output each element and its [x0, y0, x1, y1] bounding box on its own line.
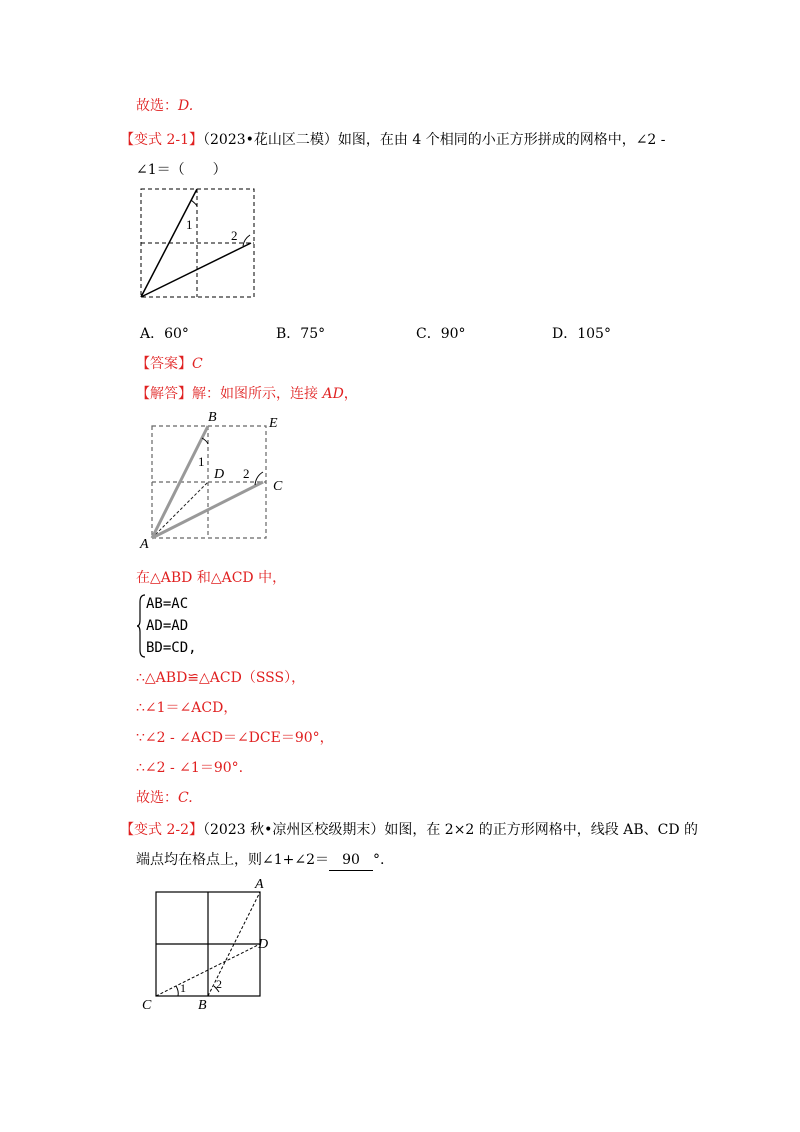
proof-step-1: ∴△ABD≌△ACD（SSS）， — [136, 670, 306, 686]
choice-value: C. — [178, 790, 193, 806]
angle-2-label: 2 — [231, 228, 238, 243]
choice-prefix: 故选： — [136, 790, 178, 806]
choice-prefix: 故选： — [136, 98, 178, 114]
equation-3: BD=CD, — [146, 640, 197, 656]
option-c: C．90° — [416, 326, 466, 342]
point-a-label: A — [140, 537, 149, 552]
variant-2-2-stem-line1 — [120, 820, 698, 840]
point-d-label: D — [214, 467, 225, 482]
angle-1-label: 1 — [186, 217, 193, 232]
grid-figure-3 — [136, 872, 286, 1012]
variant-2-1-stem-line1 — [120, 130, 666, 150]
angle-2-label: 2 — [243, 466, 250, 481]
equation-2: AD=AD — [146, 618, 189, 634]
grid-figure-1 — [130, 184, 270, 306]
answer-line — [136, 354, 203, 374]
proof-step-4: ∴∠2 - ∠1＝90°. — [136, 760, 244, 776]
point-a-label: A — [255, 877, 264, 892]
angle-2-label: 2 — [216, 977, 222, 991]
variant-2-1-stem-text: （2023•花山区二模）如图，在由 4 个相同的小正方形拼成的网格中，∠2 - — [203, 132, 666, 148]
answer-value: C — [192, 356, 203, 372]
solution-line — [136, 384, 358, 404]
solution-text: 解：如图所示，连接 — [192, 386, 323, 402]
variant-2-2-stem-line2 — [136, 850, 384, 871]
left-brace-icon — [136, 594, 146, 658]
variant-2-2-stem-text: （2023 秋•凉州区校级期末）如图，在 2×2 的正方形网格中，线段 AB、CD 的 — [203, 822, 699, 838]
point-b-label: B — [198, 998, 207, 1012]
solution-end: ， — [343, 386, 358, 402]
option-a: A．60° — [140, 326, 189, 342]
answer-tag: 【答案】 — [136, 356, 192, 372]
proof-step-2: ∴∠1＝∠ACD， — [136, 700, 238, 716]
segment-2 — [141, 243, 251, 297]
point-c-label: C — [142, 998, 152, 1012]
solution-ad: AD — [322, 386, 344, 402]
option-d: D．105° — [552, 326, 611, 342]
final-choice — [136, 788, 193, 808]
angle-1-label: 1 — [198, 454, 205, 469]
stem-pre: 端点均在格点上，则∠1+∠2＝ — [136, 852, 330, 868]
point-c-label: C — [273, 479, 283, 494]
point-b-label: B — [208, 410, 217, 425]
variant-2-1-stem-line2: ∠1＝（ ） — [136, 162, 227, 178]
variant-2-2-tag: 【变式 2-2】 — [120, 822, 203, 838]
variant-2-1-tag: 【变式 2-1】 — [120, 132, 203, 148]
point-e-label: E — [269, 416, 278, 431]
grid-figure-2 — [130, 406, 300, 552]
option-b: B．75° — [276, 326, 326, 342]
equation-1: AB=AC — [146, 596, 189, 612]
stem-post: °. — [373, 852, 385, 868]
proof-in-line: 在△ABD 和△ACD 中， — [136, 570, 287, 586]
fill-in-answer: 90 — [329, 850, 373, 871]
proof-step-3: ∵∠2 - ∠ACD＝∠DCE＝90°， — [136, 730, 334, 746]
solution-tag: 【解答】 — [136, 386, 192, 402]
point-d-label: D — [258, 937, 269, 952]
angle-1-label: 1 — [180, 981, 186, 995]
previous-choice — [136, 96, 193, 116]
choice-value: D. — [178, 98, 194, 114]
